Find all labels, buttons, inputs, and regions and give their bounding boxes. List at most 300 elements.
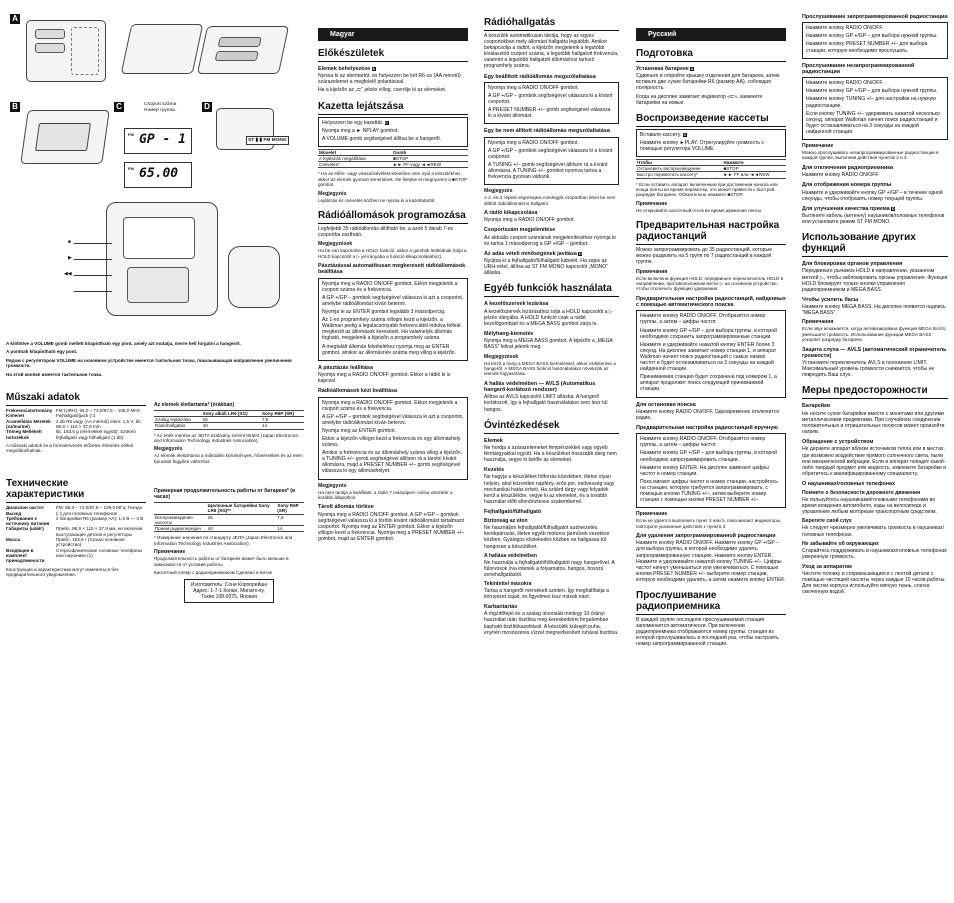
table-header-cell: Sony R6P (SR) — [261, 411, 304, 417]
paragraph: Нажмите кнопку RADIO ON/OFF. Одновременно отключится радио. — [636, 408, 779, 421]
manufacturer-city: Токио 108-0075, Япония — [201, 594, 257, 601]
lcd-group-text: GP - 1 — [139, 132, 186, 147]
table-header-cell: Нажмите — [722, 160, 786, 166]
subsection-title: Egy beállított rádióállomás megszólaltatása — [484, 73, 596, 80]
step: Nyomja meg a RADIO ON/OFF gombot. Ekkor megjelenik a csoport száma és a frekvencia. — [322, 280, 458, 293]
paragraph: A készülék automatikusan tárolja, hogy az egyes csoportokban mely állomást hallgatta legutóbb. Amikor bekapcsolja a rádiót, a kijelzőn megjelenik a legutóbb kiválasztott csoport száma, a legutóbb hallgatott frekvencia, valamint a legutóbb hallgatott állomáshoz tartozó programhely száma. — [484, 33, 619, 70]
russian-column-1 — [636, 10, 786, 649]
table-cell: 2 батарейки R6 (размер AA): 1,5 В — 3 В — [56, 515, 144, 521]
step: A PRESET NUMBER +/– gomb segítségével válassza ki a kívánt állomást. — [488, 107, 611, 120]
panel-c-label: C — [114, 102, 124, 112]
paragraph: Nyomja meg a RADIO ON/OFF gombot. — [484, 217, 575, 224]
table-cell: FM (URH): 65,0 – 74,0/87,5 – 108,0 MHz Fejhallgató(jack (□) — [56, 408, 140, 419]
subsection-title: Помните о безопасности дорожного движения — [802, 490, 921, 497]
battery-icon — [35, 29, 65, 39]
section-title: Kazetta lejátszása — [318, 101, 468, 115]
table-cell: Áramellátás Méretek (sz/ma/mé) — [6, 418, 51, 429]
step: Нажмите кнопку GP +/GP – для выбора нужной группы. — [806, 33, 938, 40]
step: Нажмите и удерживайте нажатой кнопку ENTER более 3 секунд. На дисплее замигает номер станции 1, и аппарат Walkman начнет поиск радиостанций с самых низких частот и будет останавливаться на 3 секунды на каждой найденной станции. — [640, 341, 777, 373]
note-title: Примечания — [636, 268, 668, 275]
operation-table — [636, 159, 786, 179]
step: Нажмите кнопку RADIO ON/OFF. Отобразятся номер группы, а затем – цифры частот. — [640, 313, 766, 326]
subsection-title: A pásztázás leállítása — [318, 364, 373, 371]
steps-box — [484, 82, 619, 124]
table-header-cell: Sony alkáli LR6 (SG) — [202, 411, 261, 417]
lcd-display-group — [124, 128, 192, 154]
step: A GP +/GP – gombok segítségével válassza ki azt a csoportot, amelybe rádióállomást kíván betenni. — [322, 413, 464, 426]
section-title: Egyéb funkciók használata — [484, 283, 619, 297]
note-title: Megjegyzés — [484, 188, 513, 195]
language-bar-russian: Русский — [636, 28, 786, 41]
subsection-title: Для отключения радиоприемника — [802, 164, 893, 171]
note: Можно прослушивать незапрограммированные радиостанции в каждой группе, выполнив действия пунктов 2 и 3. — [802, 150, 939, 161]
manufacturer-box — [184, 579, 274, 603]
steps-box — [636, 433, 786, 508]
steps-box — [802, 22, 948, 58]
ru-battery-prim: Продолжительность работы от батареек может быть меньше в зависимости от условий работы. — [154, 556, 289, 567]
note: Не открывайте кассетный отсек во время движения ленты. — [636, 207, 763, 213]
step: Нажмите кнопку ►PLAY. Отрегулируйте громкость с помощью регулятора VOLUME. — [640, 139, 764, 152]
subsection-title: Уход за аппаратом — [802, 563, 852, 570]
note: Ha be van kapcsolva a HOLD funkció, akkor a gombok letiltódnak (tolja a HOLD kapcsolót a ▷ jel irányába a funkció kikapcsolásához). — [318, 248, 467, 259]
subsection-title — [484, 251, 619, 257]
step: A GP +/GP – gombok segítségével válassza ki a kívánt csoportot. — [488, 147, 613, 160]
subsection-title — [802, 206, 948, 212]
panel-a-label: A — [10, 14, 20, 24]
table-cell: Диапазон частот Выход — [6, 505, 44, 516]
subsection-title: Fejhallgató/fülhallgató — [484, 508, 542, 515]
table-row — [6, 408, 146, 419]
table-cell: 40 — [207, 526, 277, 532]
subsection-title: Csoportszám megjelenítése — [484, 227, 556, 234]
preset-caption-ru: Номер группы — [144, 108, 176, 113]
table-cell: 2 db R6 vagy (AA méretű) elem: 1,5 V; kb. 88,9 × 115 × 37,9 mm — [56, 418, 142, 429]
paragraph: В каждой группе последняя прослушиваемая станция запоминается автоматически. При включении радиоприемника отображаются номер группы, станция из которой прослушивалась в последний раз, чтобы настроить номер запрограммированной станции. — [636, 616, 779, 648]
step: Нажмите кнопку ENTER. На дисплее замигают цифры частот и номер станции. — [640, 464, 769, 477]
step: A megtalált állomás felvételéhez nyomja meg az ENTER gombot, amikor az állomásnév száma meg villog a kijelzőn. — [322, 343, 456, 356]
step: Az 1-es programhely száma villogni kezd a kijelzőn, a Walkman pedig a legalacsonyabb frekvenciától indulva felfelé megkezdi az állomások keresését. Ha valamelyik állomás fogható, megjelenik a kijelzőn a programhely száma. — [322, 317, 461, 342]
subsection-title: Karbantartás — [484, 604, 518, 611]
hu-battery-megj-title: Megjegyzés — [154, 446, 183, 453]
subsection-title: Чтобы усилить басы — [802, 296, 859, 303]
table-cell: Требования к источнику питания — [6, 515, 50, 527]
table-row — [154, 423, 304, 429]
subsection-title: A hallás védelmében — AVLS (Automatikus hangerő-korlátozó rendszer) — [484, 380, 596, 394]
hu-specs-block — [6, 385, 306, 467]
hu-battery-table-title: Az elemek élettartama* (órákban) — [154, 402, 235, 409]
step: Нажмите кнопку RADIO ON/OFF. Отобразятся номер группы, а затем – цифры частот. — [640, 436, 766, 449]
table-cell: FM: 65,0 – 74,0/87,5 – 108,0 МГц; Гнездо (□) для головных телефонов — [56, 505, 143, 516]
paragraph: Nyomja meg a RADIO ON/OFF gombot. Ekkor a rádió ki is kapcsol. — [318, 372, 451, 385]
hu-specs-list — [6, 385, 146, 467]
step: Nyomja meg a RADIO ON/OFF gombot. — [488, 84, 579, 91]
step-text: Вставьте кассету. — [640, 131, 682, 138]
note-title: Примечание — [802, 143, 834, 150]
section-title: Меры предосторожности — [802, 385, 948, 399]
steps-box — [484, 137, 619, 186]
paragraph: Можно запрограммировать до 35 радиостанций, которые можно разделить на 5 групп по 7 радиостанций в каждой группе. — [636, 247, 772, 266]
paragraph: Старайтесь поддерживать в наушниках/головных телефонах умеренную громкость. — [802, 547, 947, 560]
ru-battery-table — [154, 502, 304, 532]
table-cell: Остановить воспроизведение — [636, 166, 722, 172]
panel-ref-icon: B — [683, 132, 686, 137]
note: Lejátszás és csévélés közben ne nyissa ki a kazettatartót. — [318, 197, 436, 203]
step: Нажмите кнопку GP +/GP – для выбора группы, в которой необходимо сохранить запрограммированные станции. — [640, 327, 777, 340]
hu-battery-table — [154, 410, 304, 430]
paragraph: Tartsa a hangerőt mérsékelt szinten. Így meghallhatja a környezet zajait, és figyelmes lesz mások iránt. — [484, 587, 609, 600]
leader-line — [74, 291, 112, 292]
cassette-window-icon — [123, 217, 195, 259]
ru-specs-table — [6, 505, 146, 563]
steps-box — [636, 129, 786, 157]
walkman-main-unit-illustration — [106, 202, 218, 316]
table-row — [6, 548, 146, 564]
paragraph: Ne használja a fejhallgatót/fülhallgatót nagy hangerővel. A fülorvosok óva intenek a folyamatos, hangos, hosszú zenehallgatástól. — [484, 559, 615, 578]
leader-line — [74, 259, 112, 260]
subsection-title — [636, 66, 786, 72]
step: Нажмите кнопку RADIO ON/OFF. — [806, 25, 884, 32]
note: Ha nem tárolja a beállítást, a rádió 7 másodperc múlva visszatér a korábbi állapothoz. — [318, 489, 453, 500]
subsection-title: Не забывайте об окружающих — [802, 540, 879, 547]
subsection-title: Для удаления запрограммированной радиостанции — [636, 533, 776, 540]
note: Если включена функция HOLD, передвиньте переключатель HOLD в направлении, противоположном метке ▷ на основном устройстве, чтобы отключить функцию удержания. — [636, 275, 784, 292]
hu-specs-note: A műszaki adatok és a formatervezés előzetes értesítés nélkül megváltozhatnak. — [6, 442, 133, 454]
table-cell: A lejátszás megállítása — [318, 156, 392, 162]
paragraph: Нажмите и удерживайте кнопку GP +/GP – в течение одной секунды, чтобы отобразить номер текущей группы. — [802, 189, 943, 202]
steps-box — [318, 278, 468, 361]
step: Принимаемая станция будет сохранена под номером 1, а аппарат продолжит поиск следующей принимаемой станции. — [640, 374, 777, 393]
paragraph: Нажмите кнопку RADIO ON/OFF. — [802, 172, 880, 179]
note: A 2. és 3. lépést végrehajtva mindegyik csoportban lehet be nem állított rádióállomást is hallgatni. — [484, 195, 616, 206]
table-cell: Szalag lejátszása — [154, 417, 202, 423]
paragraph: Нажмите кнопку RADIO ON/OFF. Нажмите кнопку GP +/GP – для выбора группы, в которой необходимо удалить запрограммированную станцию. Нажмите кнопку ENTER. Нажмите и удерживайте нажатой кнопку TUNING +/–. Цифры частот начнут уменьшаться или увеличиваться. С помощью кнопки PRESET NUMBER +/– выберите номер станции, которую необходимо удалить, а затем нажмите кнопку ENTER. — [636, 540, 786, 583]
subsection-label: Az adás vételi minőségének javítása — [484, 250, 577, 257]
subsection-title: Батарейки — [802, 403, 831, 410]
figure-caption-hu: A kiöltölve a VOLUME gomb mellett kitapintható egy pont, amely azt mutatja, merre kell forgatni a hangerőt. — [6, 341, 241, 346]
hu-specs-table — [6, 408, 146, 440]
table-row — [6, 516, 146, 527]
note: Если звук искажается, когда активизирована функция MEGA BASS, уменьшите громкость. Использование функции MEGA BASS ускоряет разрядку батареек. — [802, 326, 947, 343]
step: Nyomja le az ENTER gombot legalább 3 másodpercig. — [322, 309, 446, 316]
table-cell: 25 — [207, 514, 277, 525]
paragraph: Állítsa az AVLS kapcsolót LIMIT állásba. A hangerő korlátozott, így a fejhallgató használatakor sem lesz túl hangos. — [484, 394, 608, 413]
paragraph: Нажмите кнопку MEGA BASS. На дисплее появится надпись "MEGA BASS". — [802, 304, 946, 317]
paragraph: Nyomja meg a MEGA BASS gombot. A kijelzőn a „MEGA BASS” felirat jelenik meg. — [484, 338, 613, 351]
ru-specs-title: Технические характеристики — [6, 478, 146, 503]
table-cell: kb. 163,6 g (elemekkel együtt); Sztereó fejhallgató vagy fülhallgató (1 db) — [56, 429, 136, 440]
figure-caption-hu-2: A pontnak kitapintható egy pont. — [6, 349, 78, 355]
battery-insert-illustration — [197, 26, 289, 74]
step: Пока мигают цифры частот и номер станции, настройтесь на станцию, которую требуется запрограммировать, с помощью кнопки TUNING +/–, затем выберите номер станции с помощью кнопки PRESET NUMBER +/–. — [640, 478, 778, 504]
note-title: Примечание — [636, 511, 668, 518]
step: Если кнопку TUNING +/– удерживать нажатой несколько секунд, аппарат Walkman начнет поиск радиостанций и будет останавливаться на 3 секунды на каждой найденной станции. — [806, 110, 940, 135]
hungarian-column-1 — [318, 10, 468, 544]
subsection-title: Прослушивание запрограммированной радиостанции — [802, 14, 948, 20]
panel-d-label: D — [202, 102, 212, 112]
section-title: Воспроизведение кассеты — [636, 113, 786, 127]
subsection-title: Egy be nem állított rádióállomás megszólaltatása — [484, 128, 610, 135]
table-cell: 14 — [276, 526, 304, 532]
subsection-title: Предварительная настройка радиостанций вручную — [636, 424, 778, 431]
subsection-label: Elemek behelyezése — [318, 66, 371, 72]
table-cell: ■STOP — [392, 156, 468, 162]
table-cell: Прибл. 88,9 × 115 × 37,9 мм, не включая выступающие детали и регуляторы — [56, 526, 143, 537]
table-row — [6, 537, 146, 548]
subsection-title: Для блокировки органов управления — [802, 261, 903, 268]
paragraph: Когда на дисплее замигает индикатор «⊏», замените батарейки на новые. — [636, 93, 763, 106]
step: A TUNING +/– gomb segítségével állítson rá a kívánt állomásra. A TUNING +/– gombot nyomva tartva a frekvencia gyorsan változik. — [488, 161, 608, 181]
paragraph: Nyújtsa ki a fejhallgató/fülhallgató kábelét. Ha zajos az URH-vétel, állítsa az ST FM MONO kapcsolót „MONO” állásba. — [484, 258, 608, 277]
lcd-frequency-text: 65.00 — [139, 166, 179, 181]
steps-box — [318, 397, 468, 480]
section-title: Прослушивание радиоприемника — [636, 590, 786, 615]
battery-icon — [215, 51, 259, 61]
lcd-display-frequency — [124, 162, 192, 188]
table-row — [6, 419, 146, 430]
table-cell: Прием радиопередач — [154, 526, 207, 532]
russian-column-2 — [802, 10, 948, 598]
hungarian-column-2 — [484, 10, 619, 638]
paragraph: Az aktuális csoport számának megjelenítéséhez nyomja le és tartsa 1 másodpercig a GP +/GP – gombot. — [484, 234, 616, 247]
ru-battery-note: * Измерение значения по стандарту JEITA (Japan Electronics and Information Technology Industries Association). — [154, 535, 293, 546]
steps-box — [802, 77, 948, 140]
section-title: Предварительная настройка радиостанций — [636, 220, 786, 245]
step: Ekkor a kijelzőn villogni kezd a frekvencia és egy állomáshely száma. — [322, 435, 461, 449]
paragraph: Legfeljebb 35 rádióállomás állítható be, a azok 5 darab 7-es csoportba osztható. — [318, 226, 454, 239]
battery-icon — [35, 43, 65, 53]
table-cell: 25 — [202, 417, 261, 423]
paragraph: Не следует чрезмерно увеличивать громкость в наушниках/головных телефонах. — [802, 525, 944, 538]
table-cell: 40 — [202, 423, 261, 429]
ru-battery-prim-title: Примечание — [154, 549, 186, 556]
table-row — [154, 514, 304, 525]
subsection-title: Прослушивание незапрограммированной радиостанции — [802, 62, 915, 75]
paragraph: A kezelőszervek lezárásához tolja a HOLD kapcsolót a ▷ jelzés irányába. A HOLD funkció csak a rádió kezelőgombjait és a MEGA BASS gombot zárja le. — [484, 308, 613, 327]
step: Nyomja meg a RADIO ON/OFF gombot. Ekkor megjelenik a csoport száma és a frekvencia. — [322, 399, 458, 412]
note-title: Megjegyzések — [484, 353, 519, 360]
subsection-title: Предварительная настройка радиостанций, найденных с помощью автоматического поиска — [636, 295, 786, 309]
figure-caption-ru: Рядом с регулятором VOLUME на основном устройстве имеется тактильная точка, показывающая направление увеличения громкости. — [6, 357, 292, 369]
subsection-label: Для улучшения качества приема — [802, 205, 890, 212]
manufacturer-address: Адрес: 1-7-1 Конан, Минато-ку, — [193, 588, 265, 595]
table-cell: ■STOP — [722, 166, 786, 172]
step: Нажмите кнопку TUNING +/– для настройки на нужную радиостанцию. — [806, 96, 936, 109]
ru-specs-block — [6, 471, 306, 607]
panel-ref-icon: A — [690, 67, 694, 71]
step: Nyomja meg a RADIO ON/OFF gombot. — [488, 139, 579, 146]
note: Ha torzít a hang a MEGA BASS kiemeléssel, akkor csökkentse a hangerőt. A MEGA BASS funkció használatakor növekszik az elemek fogyasztása. — [484, 360, 616, 377]
panel-ref-icon: A — [372, 67, 375, 71]
subsection-label: Установка батареек — [636, 66, 689, 72]
paragraph: Чистите головку и соприкасающиеся с лентой детали с помощью чистящей кассеты через каждые 10 часов работы. Для чистки корпуса используйте мягкую ткань, слегка смоченную водой. — [802, 571, 946, 596]
illustration-area — [6, 10, 306, 340]
step: Нажмите кнопку GP +/GP – для выбора группы, в которой необходимо запрограммировать станции. — [640, 450, 777, 463]
subsection-title: Pásztázással automatikusan megkeresett rádióállomások beállítása — [318, 263, 466, 276]
step: A GP +/GP – gombok segítségével válassza ki azt a csoportot, amelybe rádióállomást kíván betenni. — [322, 294, 464, 307]
table-row — [6, 429, 146, 440]
table-cell: Прибл. 163,6 г (только основное устройство) — [56, 537, 125, 548]
footnote: * Если оставить аппарат включенным при достижении начала или конца ленты во время перемотки, это может привести к быстрой разрядке батареек. Обязательно нажмите ■STOP. — [636, 181, 778, 198]
table-cell: Масса — [6, 537, 21, 543]
subsection-title: Rádióállomások kézi beállítása — [318, 388, 398, 395]
panel-b-label: B — [10, 102, 20, 112]
subsection-title: Обращение с устройством — [802, 439, 874, 446]
table-cell: Стереофонические головные телефоны или наушники (1) — [56, 547, 142, 558]
note-title: Megjegyzés — [318, 190, 347, 197]
subsection-title: О наушниках/головных телефонах — [802, 480, 896, 487]
figures-column — [6, 10, 306, 607]
section-title: Подготовка — [636, 48, 786, 62]
subsection-title: Защита слуха — AVLS (автоматический ограничитель громкости) — [802, 346, 947, 359]
paragraph: Установите переключатель AVLS в положение LIMIT. Максимальный уровень громкости снижается, чтобы не повредить Ваш слух. — [802, 360, 935, 379]
hu-battery-megj: Az elemek élettartama a működési körülmények, hőmérséklet és az elem típusától függően változhat. — [154, 453, 303, 464]
lcd-band-label: FM — [128, 166, 134, 171]
section-title: Rádióhallgatás — [484, 17, 619, 31]
hu-battery-note: * Az érték mérése az JEITA szabvány szerint történt (Japan Electronics and Information Technology Industries Association). — [154, 432, 299, 444]
paragraph: Ne használjon fejhallgatót/fülhallgatót autóvezetés, kerékpározás, illetve egyéb motoros járművek vezetése közben. Gyalogos közlekedés közben se hallgassa túl hangosan a készüléket. — [484, 525, 610, 550]
leader-line — [74, 275, 112, 276]
section-title: Előkészületek — [318, 48, 468, 62]
paragraph: Не пользуйтесь наушниками/головными телефонами во время вождения автомобиля, езды на велосипеде и управления любым моторным транспортным средством. — [802, 497, 937, 516]
step: Amikor a frekvencia és az állomáshely száma villog a kijelzőn, a TUNING +/– gomb segítségével állítson rá a tárolni kívánt állomásra, majd a PRESET NUMBER +/– gomb segítségével válassza ki egy állomáshelyet. — [322, 450, 463, 475]
hu-specs-title: Műszaki adatok — [6, 392, 146, 406]
rew-callout: ◀◀ — [64, 272, 72, 277]
paragraph: A rögzítőfejet és a szalag útvonalát mintegy 10 órányi használat után tisztítsa meg kereskedelmi forgalomban kapható tisztítókazettával. A készülék külsejét puha, enyhén mosószeres vízzel megnedvesített ruhával tisztítsa. — [484, 611, 619, 636]
note: Если не удается выполнить пункт 4 или 5, пока мигают индикаторы, повторите указанные действия с пункта 3. — [636, 518, 782, 529]
table-cell: ►► FF или ◄◄REW — [722, 172, 786, 178]
table-cell: ►► FF vagy ◄◄REW — [392, 162, 468, 168]
subsection-title: Kezelés — [484, 467, 505, 474]
paragraph: Вытяните кабель (антенну) наушников/головных телефонов или установите режим ST FM MONO. — [802, 213, 945, 226]
headphones-illustration — [228, 246, 280, 308]
play-callout: ▶ — [68, 256, 72, 261]
ru-specs-list — [6, 471, 146, 607]
paragraph: Передвиньте рычажок HOLD в направлении, указанном меткой ▷, чтобы заблокировать органы управления. Функция HOLD блокирует только кнопки управления радиоприемником и MEGA BASS. — [802, 268, 948, 293]
paragraph: Ne hagyja a készüléket hőforrás közelében, illetve olyan helyen, ahol közvetlen napfény, erős por, nedvesség vagy mechanikai hatás érheti. Ha szilárd tárgy vagy folyadék kerül a készülékbe, vegye ki az elemeket, és a további használat előtt ellenőriztesse szakemberrel. — [484, 474, 615, 505]
operation-table — [318, 149, 468, 169]
table-row — [318, 162, 468, 168]
paragraph: Nyomja meg a RADIO ON/OFF gombot. A GP +/GP – gombok segítségével válassza ki a törölni kívánt rádióállomást tartalmazó csoportot. Nyomja meg az ENTER gombot. Ekkor a kijelzőn villogni kezd a frekvencia. Nyomja meg a PRESET NUMBER +/– gombot, majd az ENTER gombot. — [318, 511, 465, 543]
note-title: Megjegyzések — [318, 241, 353, 248]
control-panel-icon — [127, 267, 189, 303]
table-header-cell — [154, 503, 207, 514]
table-header-cell: Чтобы — [636, 160, 722, 166]
step: A GP +/GP – gombok segítségével válassza ki a kívánt csoportot. — [488, 92, 613, 106]
ru-specs-note: Конструкция и характеристики могут изменяться без предварительного уведомления. — [6, 566, 119, 577]
table-cell: Frekvenciatartomány Kimenet — [6, 408, 53, 419]
subsection-title: Elemek — [484, 437, 503, 444]
cassette-icon — [35, 123, 91, 151]
battery-compartment-illustration — [26, 20, 106, 82]
language-bar-magyar: Magyar — [318, 28, 468, 41]
ru-battery-life — [154, 485, 304, 607]
table-header-row — [154, 503, 304, 514]
cassette-insert-illustration — [20, 110, 110, 164]
battery-icon — [218, 37, 262, 47]
footnote: * Ha az előre- vagy visszacsévélést követően nem nyúl a készülékhez, akkor az elemek gyorsan lemerülnek. Ne felejtse el megnyomni a ■STOP gombot. — [318, 171, 468, 188]
battery-slot-icon — [71, 27, 99, 75]
step — [322, 120, 464, 126]
subsection-title: A rádió kikapcsolása — [484, 210, 538, 216]
table-header-cell: Щелочные батарейки Sony LR6 (SG)** — [207, 503, 277, 514]
table-row — [6, 505, 146, 516]
section-title: Óvintézkedések — [484, 420, 619, 434]
table-cell: 14 — [261, 423, 304, 429]
panel-ref-icon: B — [385, 120, 388, 125]
manufacturer-line: Изготовитель: Сони Корпорейшн — [190, 582, 268, 589]
subsection-title: A kezelőszervek lezárása — [484, 301, 549, 308]
subsection-title: Берегите свой слух — [802, 518, 852, 525]
step: Нажмите кнопку GP +/GP – для выбора нужной группы. — [806, 88, 938, 95]
subsection-title: Tekintettel másokra — [484, 580, 532, 587]
battery-lid-illustration — [121, 24, 204, 74]
panel-ref-icon: D — [891, 206, 895, 211]
table-row — [154, 526, 304, 532]
paragraph: Сдвиньте и откройте крышку отделения для батареек, затем вставьте две сухие батарейки R6 (размер AA), соблюдая полярность. — [636, 73, 780, 92]
note-title: Примечания — [802, 319, 834, 326]
ru-battery-table-title: Примерная продолжительность работы от батареек* (в часах) — [154, 488, 296, 501]
table-cell: Rádióhallgatás — [154, 423, 202, 429]
paragraph: Ne hordja a szárazelemeket fémpénzekkel vagy egyéb fémtárgyakkal együtt. Ha a készüléket hosszabb ideig nem használja, vegye ki belőle az elemeket. — [484, 444, 617, 464]
table-cell: 7,5 — [276, 514, 304, 525]
table-header-cell: Gomb — [392, 149, 468, 155]
paragraph: Не держите аппарат вблизи источников тепла или в местах, где возможно воздействие прямого солнечного света, пыли или механической вибрации. Если в аппарат попадет какой-либо твердый предмет или жидкость, извлеките батарейки и обратитесь к квалифицированному специалисту. — [802, 446, 947, 477]
table-row — [6, 526, 146, 537]
note-title: Megjegyzés — [318, 482, 347, 489]
paragraph: Nyissa ki az elemtartót, és helyezzen be két R6-os (AA méretű) szárazelemet a megfelelő polaritással. — [318, 73, 461, 86]
section-title: Rádióállomások programozása — [318, 210, 468, 224]
paragraph: Ha a kijelzőn az „⊏” jelzés villog, cserélje ki az elemeket. — [318, 87, 447, 94]
stop-callout: ■ — [68, 240, 71, 245]
table-header-cell: Művelet — [318, 149, 392, 155]
section-title: Использование других функций — [802, 232, 948, 257]
subsection-title: Для отображения номера группы — [802, 182, 892, 189]
note-title: Примечание — [636, 200, 668, 207]
hu-battery-life — [154, 399, 304, 467]
subsection-title: Biztonság az úton — [484, 518, 528, 525]
table-cell: Tömeg Mellékelt tartozékok — [6, 429, 42, 440]
table-cell: Быстро перемотать кассету* — [636, 172, 722, 178]
step-text: Helyezzen be egy kazettát. — [322, 119, 384, 126]
paragraph: Не носите сухие батарейки вместе с монетами или другими металлическими предметами. При случайном соединении положительных и отрицательных полюсов может произойти нагрев. — [802, 410, 945, 436]
preset-caption-hu: Csoport száma — [144, 102, 177, 107]
subsection-title: Mélyhang-kiemelés — [484, 331, 534, 338]
subsection-title: Tárolt állomás törlése — [318, 504, 374, 511]
ru-cassette-note: Кассетный плеер с радиоприемником Сделано в Китае — [154, 569, 273, 575]
step: A VOLUME gomb segítségével állítsa be a hangerőt. — [322, 135, 442, 142]
table-header-cell: Sony R6P (SR) — [276, 503, 304, 514]
step: Нажмите кнопку RADIO ON/OFF. — [806, 80, 884, 87]
st-mono-switch-label: ST ▮ ▮ FM MONO — [246, 136, 289, 145]
table-cell: Воспроизведение кассеты — [154, 514, 207, 525]
subsection-title: A hallása védelmében — [484, 552, 538, 559]
figure-caption-ru-2: На этой кнопке имеется тактильная точка. — [6, 371, 103, 377]
table-row — [636, 172, 786, 178]
step — [640, 132, 782, 138]
steps-box — [318, 117, 468, 147]
table-cell: Csévélés* — [318, 162, 392, 168]
step: Nyomja meg a ► NPLAY gombot. — [322, 127, 399, 134]
table-cell: Габариты (ш/в/г) — [6, 526, 44, 532]
subsection-title — [318, 66, 468, 72]
leader-line — [74, 243, 112, 244]
lcd-band-label: FM — [128, 132, 134, 137]
step: Нажмите кнопку PRESET NUMBER +/– для выбора станции, которую необходимо прослушать. — [806, 41, 928, 54]
step: Nyomja meg az ENTER gombot. — [322, 427, 396, 434]
steps-box — [636, 310, 786, 397]
table-cell: 7,5 — [261, 417, 304, 423]
table-cell: Входящие в комплект принадлежности — [6, 547, 45, 564]
